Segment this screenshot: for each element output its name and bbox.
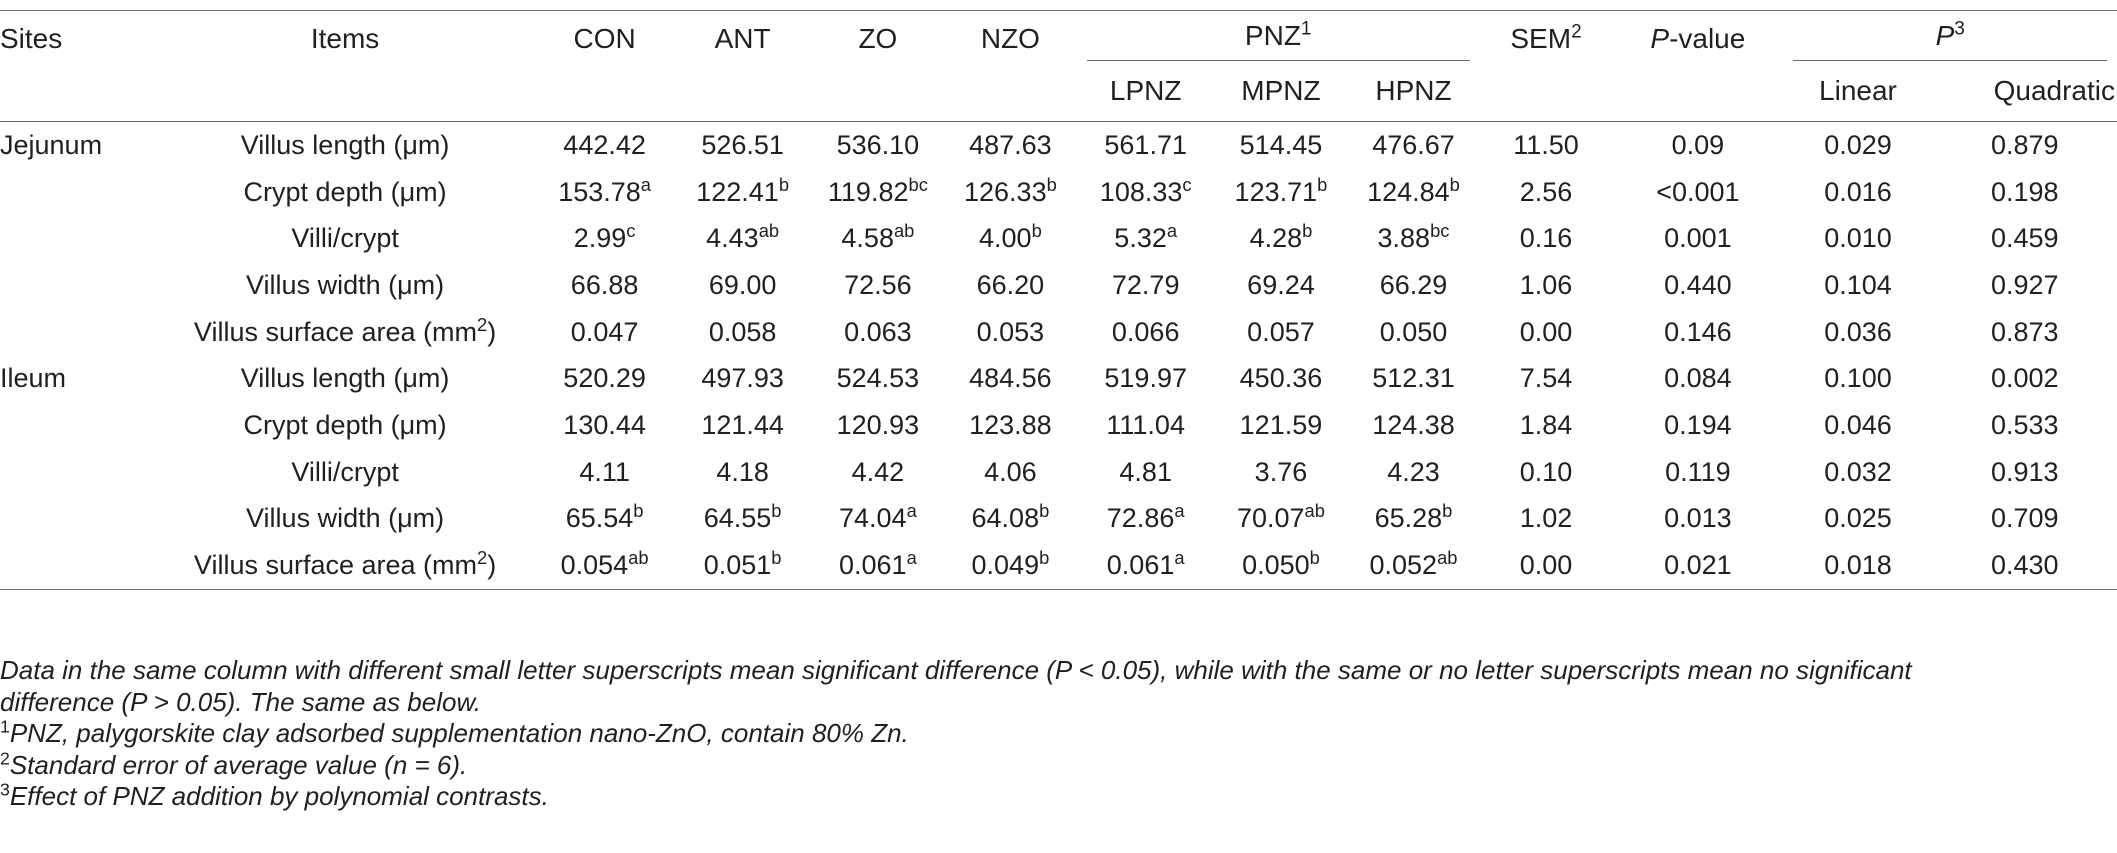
cell-con [536,355,674,402]
cell-pvalue: 0.013 [1664,503,1732,534]
cell-letter-sup: bc [1430,220,1450,242]
cell-nzo [944,496,1077,543]
cell-site [0,449,155,496]
cell-pvalue: 0.440 [1664,269,1732,300]
cell-value: 0.050 [1242,550,1310,581]
cell-sem: 11.50 [1513,129,1579,160]
cell-site [0,262,155,309]
header-sem-sup: 2 [1571,21,1582,43]
cell-zo [812,215,945,262]
cell-item-sup: 2 [477,313,488,335]
cell-lpnz [1077,542,1215,589]
cell-quadratic: 0.709 [1990,503,2059,534]
header-linear: Linear [1819,75,1897,106]
table-row [0,542,2117,589]
pnz-underline [1087,60,1470,61]
cell-letter-sup: a [1166,220,1178,242]
cell-value: 0.054 [560,550,629,581]
header-sem-cell [1480,11,1613,122]
table-row [0,402,2117,449]
cell-pvalue: 0.146 [1664,316,1732,347]
cell-ant [674,496,812,543]
header-items: Items [310,23,380,54]
cell-hpnz [1347,122,1480,169]
cell-value: 524.53 [836,363,920,394]
cell-con [536,449,674,496]
cell-value: 0.058 [708,316,777,347]
cell-value: 66.88 [570,269,639,300]
cell-value: 0.057 [1247,316,1315,347]
cell-letter-sup: b [1442,500,1453,522]
cell-value: 476.67 [1372,129,1455,160]
cell-value: 70.07 [1236,503,1305,534]
data-table [0,10,2117,590]
cell-letter-sup: b [1039,546,1050,568]
cell-quadratic: 0.430 [1990,550,2059,581]
cell-hpnz [1347,355,1480,402]
cell-quadratic: 0.927 [1990,269,2059,300]
cell-item-text: Crypt depth (μm) [243,409,447,440]
cell-value: 4.00 [979,223,1032,254]
cell-value: 514.45 [1239,129,1323,160]
cell-site [0,496,155,543]
cell-pvalue: 0.194 [1664,409,1732,440]
cell-item-text: Villus width (μm) [246,503,445,534]
cell-quadratic: 0.533 [1990,409,2059,440]
cell-linear: 0.046 [1824,409,1892,440]
cell-pvalue: <0.001 [1656,176,1740,207]
cell-linear: 0.016 [1824,176,1892,207]
cell-value: 153.78 [558,176,641,207]
header-sem: SEM [1510,23,1572,54]
cell-hpnz [1347,262,1480,309]
cell-letter-sup: b [1039,500,1050,522]
cell-pvalue: 0.084 [1664,363,1732,394]
footnote-general [0,655,2117,718]
header-pvalue-cell [1612,11,1783,122]
cell-value: 65.54 [565,503,634,534]
footnote-1 [0,718,2117,750]
cell-value: 4.11 [579,456,630,487]
cell-pvalue: 0.001 [1664,223,1732,254]
cell-site [0,215,155,262]
cell-con [536,262,674,309]
footnote-1-marker: 1 [0,716,10,737]
cell-value: 0.063 [844,316,912,347]
cell-zo [812,355,945,402]
cell-linear: 0.010 [1824,223,1892,254]
cell-pvalue: 0.09 [1671,129,1725,160]
cell-pvalue: 0.119 [1665,456,1731,487]
cell-item [155,355,536,402]
cell-site: Jejunum [0,129,103,160]
cell-site [0,309,155,356]
cell-item-tail: ) [487,316,497,347]
cell-sem: 2.56 [1519,176,1573,207]
header-quadratic: Quadratic [1993,75,2115,106]
cell-con [536,542,674,589]
cell-value: 65.28 [1374,503,1443,534]
cell-value: 64.08 [971,503,1040,534]
footnote-1-text: PNZ, palygorskite clay adsorbed supplementation nano-ZnO, contain 80% Zn. [9,718,909,748]
header-pvalue-rest: -value [1669,23,1746,54]
cell-letter-sup: c [1182,173,1192,195]
cell-hpnz [1347,402,1480,449]
cell-value: 3.76 [1254,456,1308,487]
cell-hpnz [1347,215,1480,262]
cell-item [155,402,536,449]
table-row [0,309,2117,356]
cell-item [155,449,536,496]
cell-nzo [944,355,1077,402]
cell-mpnz [1215,542,1348,589]
table-body [0,122,2117,590]
cell-zo [812,496,945,543]
cell-mpnz [1215,215,1348,262]
cell-value: 2.99 [573,223,627,254]
cell-mpnz [1215,402,1348,449]
cell-mpnz [1215,449,1348,496]
footnote-general-line1: Data in the same column with different small letter superscripts mean significant difference (P < 0.05), while with the same or no letter superscripts mean no significant [0,655,1912,685]
cell-nzo [944,542,1077,589]
cell-item [155,496,536,543]
cell-ant [674,449,812,496]
cell-value: 124.84 [1367,176,1450,207]
cell-mpnz [1215,262,1348,309]
cell-linear: 0.032 [1824,456,1892,487]
header-zo: ZO [858,23,898,54]
cell-quadratic: 0.879 [1990,129,2059,160]
footnote-3 [0,781,2117,813]
cell-letter-sup: ab [1437,546,1458,568]
cell-hpnz [1347,449,1480,496]
cell-item [155,122,536,169]
cell-value: 69.24 [1247,269,1315,300]
cell-value: 72.56 [844,269,912,300]
cell-letter-sup: a [1174,500,1185,522]
cell-value: 108.33 [1099,176,1183,207]
cell-value: 512.31 [1372,363,1455,394]
cell-sem: 0.00 [1519,550,1573,581]
cell-value: 74.04 [839,503,907,534]
cell-value: 0.050 [1379,316,1448,347]
cell-value: 130.44 [563,409,646,440]
cell-value: 4.18 [716,456,769,487]
header-sites: Sites [0,23,63,54]
cell-value: 111.04 [1106,409,1185,440]
cell-value: 487.63 [969,129,1052,160]
cell-lpnz [1077,215,1215,262]
cell-quadratic: 0.459 [1990,223,2059,254]
header-pvalue-p: P [1650,23,1670,54]
cell-site [0,169,155,216]
cell-lpnz [1077,355,1215,402]
cell-linear: 0.025 [1824,503,1892,534]
header-ant: ANT [714,23,771,54]
cell-value: 121.59 [1239,409,1323,440]
cell-con [536,215,674,262]
cell-mpnz [1215,122,1348,169]
cell-item [155,169,536,216]
cell-pvalue: 0.021 [1664,550,1732,581]
cell-value: 5.32 [1114,223,1167,254]
cell-item [155,542,536,589]
cell-value: 484.56 [969,363,1052,394]
cell-value: 120.93 [836,409,920,440]
cell-letter-sup: a [906,500,917,522]
cell-hpnz [1347,309,1480,356]
cell-value: 126.33 [964,176,1047,207]
footnote-3-marker: 3 [0,779,10,800]
cell-ant [674,215,812,262]
cell-item-tail: ) [487,550,497,581]
cell-value: 123.71 [1234,176,1318,207]
cell-letter-sup: b [1031,220,1042,242]
cell-letter-sup: b [633,500,644,522]
cell-zo [812,122,945,169]
cell-item [155,215,536,262]
cell-value: 0.066 [1111,316,1180,347]
cell-linear: 0.100 [1824,363,1892,394]
cell-letter-sup: bc [908,173,928,195]
cell-value: 4.43 [706,223,759,254]
cell-sem: 0.00 [1519,316,1573,347]
cell-letter-sup: b [771,546,782,568]
cell-quadratic: 0.873 [1990,316,2059,347]
cell-value: 123.88 [969,409,1052,440]
cell-letter-sup: b [771,500,782,522]
cell-letter-sup: b [778,173,790,195]
cell-item-text: Villus surface area (mm [193,316,478,347]
cell-item-text: Villus length (μm) [240,363,450,394]
cell-value: 119.82 [827,176,909,207]
cell-value: 0.061 [839,550,907,581]
cell-hpnz [1347,496,1480,543]
footnote-3-text: Effect of PNZ addition by polynomial contrasts. [9,781,549,811]
cell-quadratic: 0.002 [1990,363,2059,394]
cell-value: 4.81 [1119,456,1172,487]
cell-value: 64.55 [703,503,772,534]
cell-value: 0.061 [1106,550,1175,581]
cell-sem: 1.84 [1519,409,1573,440]
cell-value: 3.88 [1377,223,1431,254]
cell-value: 0.053 [976,316,1045,347]
cell-lpnz [1077,449,1215,496]
cell-value: 0.052 [1369,550,1438,581]
cell-letter-sup: b [1317,173,1328,195]
header-lpnz: LPNZ [1109,75,1182,106]
cell-sem: 0.10 [1519,456,1573,487]
cell-letter-sup: b [1046,173,1057,195]
cell-item [155,262,536,309]
cell-con [536,496,674,543]
cell-letter-sup: ab [1304,500,1325,522]
cell-nzo [944,402,1077,449]
cell-ant [674,262,812,309]
cell-value: 497.93 [701,363,784,394]
cell-lpnz [1077,496,1215,543]
cell-mpnz [1215,169,1348,216]
cell-item [155,309,536,356]
cell-ant [674,542,812,589]
cell-hpnz [1347,169,1480,216]
cell-item-sup: 2 [477,546,488,568]
cell-value: 69.00 [708,269,777,300]
cell-item-text: Villus length (μm) [240,129,450,160]
header-hpnz: HPNZ [1375,75,1452,106]
cell-value: 519.97 [1104,363,1187,394]
cell-letter-sup: a [906,546,917,568]
cell-site [0,542,155,589]
cell-nzo [944,262,1077,309]
cell-zo [812,309,945,356]
cell-zo [812,542,945,589]
cell-linear: 0.029 [1824,129,1892,160]
table-footnotes [0,655,2117,813]
cell-value: 66.29 [1379,269,1448,300]
cell-mpnz [1215,309,1348,356]
cell-zo [812,449,945,496]
header-pnz-sup: 1 [1300,18,1312,40]
cell-mpnz [1215,496,1348,543]
cell-letter-sup: ab [628,546,649,568]
cell-nzo [944,215,1077,262]
cell-quadratic: 0.913 [1990,456,2059,487]
cell-letter-sup: b [1449,173,1460,195]
cell-value: 0.047 [570,316,639,347]
cell-item-text: Villus width (μm) [246,269,445,300]
cell-value: 561.71 [1104,129,1187,160]
cell-item-text: Crypt depth (μm) [243,176,447,207]
cell-letter-sup: ab [893,220,915,242]
cell-value: 450.36 [1239,363,1323,394]
cell-con [536,122,674,169]
cell-zo [812,169,945,216]
cell-linear: 0.018 [1824,550,1892,581]
cell-sem: 1.02 [1519,503,1573,534]
cell-value: 520.29 [563,363,646,394]
cell-ant [674,402,812,449]
cell-letter-sup: a [640,173,651,195]
cell-hpnz [1347,542,1480,589]
cell-letter-sup: b [1309,546,1320,568]
cell-con [536,309,674,356]
cell-ant [674,122,812,169]
cell-lpnz [1077,402,1215,449]
cell-ant [674,169,812,216]
cell-lpnz [1077,122,1215,169]
cell-value: 4.42 [851,456,905,487]
header-con: CON [573,23,636,54]
cell-nzo [944,122,1077,169]
footnote-2 [0,747,2117,782]
cell-item-text: Villi/crypt [291,223,399,254]
cell-value: 121.44 [701,409,784,440]
p3-underline [1793,60,2107,61]
cell-value: 442.42 [563,129,646,160]
cell-nzo [944,449,1077,496]
cell-value: 66.20 [976,269,1045,300]
header-pnz-group [1077,11,1480,62]
table-row [0,215,2117,262]
table-row [0,169,2117,216]
cell-value: 122.41 [696,176,779,207]
cell-quadratic: 0.198 [1990,176,2059,207]
footnote-general-line2: difference (P > 0.05). The same as below. [0,686,482,717]
cell-letter-sup: c [626,220,636,242]
cell-value: 4.06 [984,456,1037,487]
header-pnz: PNZ [1244,20,1301,51]
header-p3-group [1783,11,2117,62]
cell-ant [674,355,812,402]
cell-lpnz [1077,262,1215,309]
cell-letter-sup: ab [758,220,780,242]
header-p3: P [1935,20,1955,51]
cell-value: 0.051 [703,550,772,581]
cell-zo [812,262,945,309]
table-row [0,496,2117,543]
table-row [0,449,2117,496]
footnote-2-marker: 2 [0,747,10,768]
table-row [0,355,2117,402]
cell-linear: 0.104 [1824,269,1892,300]
cell-mpnz [1215,355,1348,402]
cell-site: Ileum [0,363,67,394]
cell-letter-sup: a [1174,546,1185,568]
cell-con [536,169,674,216]
cell-linear: 0.036 [1824,316,1892,347]
cell-lpnz [1077,169,1215,216]
cell-nzo [944,169,1077,216]
cell-sem: 0.16 [1519,223,1573,254]
cell-con [536,402,674,449]
header-nzo: NZO [980,23,1040,54]
cell-sem: 7.54 [1519,363,1573,394]
cell-value: 4.58 [841,223,894,254]
cell-letter-sup: b [1302,220,1313,242]
header-p3-sup: 3 [1954,18,1965,40]
cell-value: 72.86 [1106,503,1175,534]
cell-nzo [944,309,1077,356]
cell-value: 124.38 [1372,409,1455,440]
cell-ant [674,309,812,356]
cell-value: 4.28 [1249,223,1303,254]
cell-zo [812,402,945,449]
cell-value: 0.049 [971,550,1040,581]
cell-item-text: Villus surface area (mm [193,550,478,581]
cell-lpnz [1077,309,1215,356]
cell-value: 72.79 [1111,269,1180,300]
cell-value: 526.51 [701,129,784,160]
cell-site [0,402,155,449]
table-row [0,262,2117,309]
cell-item-text: Villi/crypt [291,456,399,487]
table-row [0,122,2117,169]
cell-sem: 1.06 [1519,269,1573,300]
cell-value: 536.10 [836,129,920,160]
header-mpnz: MPNZ [1241,75,1321,106]
cell-value: 4.23 [1387,456,1440,487]
footnote-2-text: Standard error of average value (n = 6). [9,749,468,780]
